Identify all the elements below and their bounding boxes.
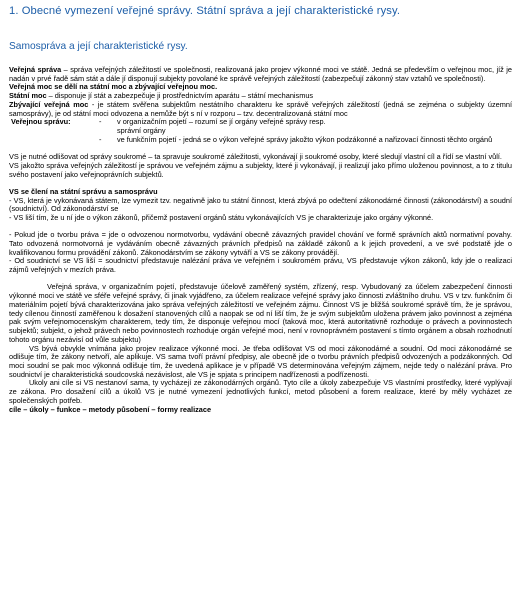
executive-paragraph: VS bývá obvykle vnímána jako projev realizace výkonné moci. Je třeba odlišovat VS od moci zákonodárné a soudní. Od moci zákonodárné se odlišuje tím, že zákony netvoří, ale aplikuje. VS sama tvoří právní předpisy, ale obecně jde o tvorbu právních předpisů odvozených a podzákonných. Od moci soudní se pak moc výkonná odlišuje tím, že uvedená aplikace je v případě VS determinována veřejným zájmem, nejde tedy o nalézání práva. Pro soudnictví je charakteristická soudcovská nezávislost, ale VS je spjata s principem nadřízenosti a podřízenosti. — [9, 343, 512, 379]
remaining-power-term: Zbývající veřejná moc — [9, 99, 89, 109]
state-power-text: – disponuje jí stát a zabezpečuje ji prostřednictvím aparátu – státní mechanismus — [46, 91, 314, 101]
goals-paragraph: Ukoly ani cíle si VS nestanoví sama, ty vycházejí ze zákonodárných orgánů. Tyto cíle a úkoly zabezpečuje VS vlastními prostředky, které vyplývají ze zákona. Pro dosažení cílů a úkolů VS je nutné vymezení jednotlivých funkcí, metod působení a forem realizace, které by měly vycházet ze společenských potřeb. — [9, 378, 512, 405]
vs-definition-item: správní orgány — [117, 126, 166, 136]
vs-definition-row — [9, 118, 512, 127]
split-item: - Pokud jde o tvorbu práva = jde o odvozenou normotvorbu, vydávání obecně závazných pravidel chování ve formě správních aktů normativní povahy. Tato odvozená normotvorná je vydáváním obecně závazných právních předpisů na základě zákonů a k jejich provedení, a ve své podstatě jde o kvalifikovanou formu provádění zákonů. Zákonodárstvím se zákony vytváří a VS se zákony provádějí. — [9, 230, 512, 257]
list-dash: - — [99, 134, 102, 144]
sub-heading: Samospráva a její charakteristické rysy. — [9, 41, 188, 52]
split-item: - Od soudnictví se VS liší = soudnictví představuje nalézání práva ve veřejném i soukromém právu, VS představuje výkon zákonů, kdy jde o realizaci zájmů veřejných v mezích práva. — [9, 256, 512, 275]
vs-definition-label: Veřejnou správu: — [11, 117, 71, 127]
remaining-power-text: - je státem svěřena subjektům nestátního charakteru ke správě veřejných záležitostí (jedná se zejména o subjekty územní samosprávy), je od státní moci odvozena a nemůže být s ní v rozporu – tzv. decentralizovaná státní moc — [9, 99, 512, 118]
definition-paragraph — [9, 66, 512, 83]
goals-chain: cíle – úkoly – funkce – metody působení – formy realizace — [9, 404, 212, 414]
definition-term: Veřejná správa — [9, 65, 62, 74]
document-page — [9, 4, 512, 414]
duty-paragraph: VS jakožto správa veřejných záležitostí je správou ve veřejném zájmu a subjekty, které ji vykonávají, ji realizují jako přímo uloženou povinnost, a to z titulu svého postavení jako veřejnoprávních subjektů. — [9, 160, 512, 179]
vs-definition-row — [9, 136, 512, 145]
split-item: - VS, která je vykonávaná státem, lze vymezit tzv. negativně jako tu státní činnost, která zbývá po odečtení zákonodárné činnosti (zákonodárství) a soudní (soudnictví). Od zákonodárství se — [9, 195, 512, 214]
split-title: VS se člení na státní správu a samosprávu — [9, 186, 158, 196]
power-division: Veřejná moc se dělí na státní moc a zbývající veřejnou moc. — [9, 82, 218, 92]
vs-definition-item: v organizačním pojetí – rozumí se jí orgány veřejné správy resp. — [117, 117, 326, 127]
list-dash: - — [99, 117, 102, 127]
private-admin-paragraph: VS je nutné odlišovat od správy soukromé – ta spravuje soukromé záležitosti, vykonávají ji soukromé osoby, které sledují vlastní cíl a řídí se vlastní vůlí. — [9, 152, 502, 162]
list-dash — [99, 127, 117, 136]
document-body — [9, 66, 512, 414]
remaining-power-paragraph — [9, 101, 512, 118]
definition-text: – správa veřejných záležitostí ve společnosti, realizovaná jako projev výkonné moci ve státě. Jedná se především o veřejnou moc, jíž je nadán v prvé řadě sám stát a dále jí disponují subjekty povolané ke správě veřejných záležitostí (zabezpečují zákonný stav vztahů ve společnosti). — [9, 65, 512, 83]
split-item: - VS liší tím, že u ní jde o výkon zákonů, přičemž postavení orgánů státu vykonávajících VS je charakterizuje jako orgány výkonné. — [9, 212, 434, 222]
state-power-term: Státní moc — [9, 91, 47, 101]
main-heading: 1. Obecné vymezení veřejné správy. Státní správa a její charakteristické rysy. — [9, 5, 401, 17]
organizational-paragraph: Veřejná správa, v organizačním pojetí, představuje účelově zaměřený systém, zřízený, resp. Vybudovaný za účelem zabezpečení činnosti výkonné moci ve státě ve sféře veřejné správy, či jinak vyjádřeno, za účelem realizace veřejné správy jako činnosti zvláštního druhu. VS v tzv. funkčním či materiálním pojetí bývá charakterizována jako správa veřejných záležitostí ve veřejném zájmu. Činnost VS je bližšá soukromé správě tím, že je správou, tedy cílenou činností zaměřenou k dosažení stanovených cílů a naopak se od ní liší tím, že je svým subjektům uložena právem jako povinnost a zejména pak svým veřejnomocenským charakterem, tedy tím, že disponuje veřejnou mocí (taková moc, která autoritativně rozhoduje o právech a povinnostech subjektů; subjekt, o jehož právech nebo povinnostech rozhoduje orgán veřejné moci, není v rovnoprávném postavení s tímto orgánem a obsah rozhodnutí tohoto orgánu nezávisí od vůle subjektu) — [9, 282, 512, 344]
vs-definition-item: ve funkčním pojetí - jedná se o výkon veřejné správy jakožto výkon podzákonné a nařizovací činnosti těchto orgánů — [117, 134, 493, 144]
